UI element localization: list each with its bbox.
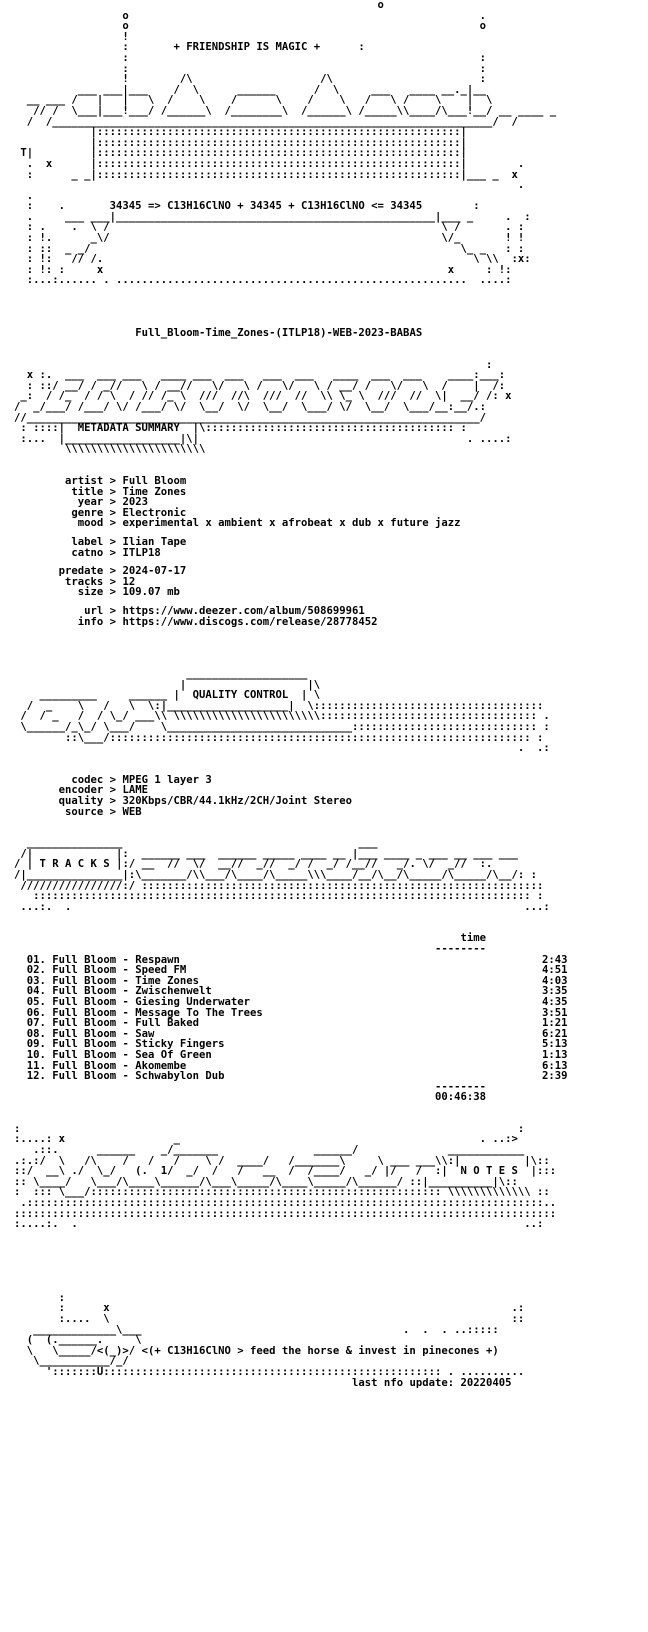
meta-label-value: Ilian Tape <box>122 535 187 548</box>
footer-tagline-line: \ \_____/<(_)>/ <(+ C13H16ClNO > feed the horse & invest in pinecones +) <box>14 1344 499 1357</box>
track-num: 04. <box>26 985 46 998</box>
meta-info-row: info > https://www.discogs.com/release/28778452 <box>14 615 378 628</box>
track-time: 6:21 <box>542 1027 568 1040</box>
track-num: 09. <box>26 1038 46 1051</box>
track-row: 04. Full Bloom - Zwischenwelt 3:35 <box>26 985 568 998</box>
meta-size-value: 109.07 mb <box>122 586 180 599</box>
track-row: 12. Full Bloom - Schwabylon Dub 2:39 <box>26 1070 568 1083</box>
track-time: 4:03 <box>542 974 568 987</box>
track-num: 06. <box>26 1006 46 1019</box>
track-row: 05. Full Bloom - Giesing Underwater 4:35 <box>26 995 568 1008</box>
quality-encoder-value: LAME <box>122 784 148 797</box>
tracks-section-art: _______________ ___ /| |: ______ ___ ______ _____ ____ __ |___ ____ _ ___ __ ___ ___ <box>20 837 518 860</box>
meta-catno-value: ITLP18 <box>122 546 161 559</box>
track-artist: Full Bloom <box>52 1027 117 1040</box>
meta-url-row: url > https://www.deezer.com/album/508699961 <box>14 604 365 617</box>
quality-title-line: _________ ______ | QUALITY CONTROL | \ <box>14 689 321 702</box>
track-row: 09. Full Bloom - Sticky Fingers 5:13 <box>26 1038 568 1051</box>
quality-source-row: source > WEB <box>14 805 142 818</box>
quality-source-value: WEB <box>122 805 142 818</box>
track-artist: Full Bloom <box>52 1048 117 1061</box>
quality-codec-row: codec > MPEG 1 layer 3 <box>14 773 212 786</box>
tracks-section-art-2: /|_______________|:\_______/\\___/\____/\_____\\\____/__/\__/\_____/\_____/\__/: : ////////////////:/ ::::::::::::::::::::::::::::::::::::::::::::::::::::::::::::::: :::::::::::::::::::::::::::::::::::::::::::::::::::::::::::::::::::::::::::::: : ...:. . ...: <box>14 869 550 913</box>
meta-tracks-row: tracks > 12 <box>14 575 136 588</box>
track-title: Time Zones <box>135 974 199 987</box>
meta-info-value: https://www.discogs.com/release/28778452 <box>122 615 378 628</box>
quality-section-art: ___________________ | |\ <box>179 668 321 691</box>
quality-codec-value: MPEG 1 layer 3 <box>122 773 212 786</box>
track-time: 6:13 <box>542 1059 568 1072</box>
track-row: 11. Full Bloom - Akomembe 6:13 <box>26 1059 568 1072</box>
track-time: 2:43 <box>542 953 568 966</box>
tracks-title-line: / | T R A C K S |:/ __ // \/ __// _// _/ / _/ /__// _/. \/ _// :. <box>14 858 493 871</box>
quality-quality-value: 320Kbps/CBR/44.1kHz/2CH/Joint Stereo <box>122 795 353 808</box>
track-row: 02. Full Bloom - Speed FM 4:51 <box>26 964 568 977</box>
meta-predate-value: 2024-07-17 <box>122 565 187 578</box>
meta-year-value: 2023 <box>122 496 148 509</box>
track-time: 3:51 <box>542 1006 568 1019</box>
release-name-line <box>14 328 634 339</box>
track-row: 03. Full Bloom - Time Zones 4:03 <box>26 974 568 987</box>
track-title: Full Baked <box>135 1017 199 1030</box>
track-row: 01. Full Bloom - Respawn 2:43 <box>26 953 568 966</box>
last-update-line <box>14 1378 634 1389</box>
track-time: 1:13 <box>542 1048 568 1061</box>
meta-url-value: https://www.deezer.com/album/508699961 <box>122 604 365 617</box>
track-artist: Full Bloom <box>52 1070 117 1083</box>
meta-artist-row: artist > Full Bloom <box>14 474 187 487</box>
footer-tagline: <(+ C13H16ClNO > feed the horse & invest in pinecones +) <box>141 1344 499 1357</box>
track-num: 01. <box>26 953 46 966</box>
track-time: 5:13 <box>542 1038 568 1051</box>
meta-mood-row: mood > experimental x ambient x afrobeat x dub x future jazz <box>14 517 461 530</box>
track-title: Giesing Underwater <box>135 995 251 1008</box>
meta-mood-value: experimental x ambient x afrobeat x dub x future jazz <box>122 517 461 530</box>
track-artist: Full Bloom <box>52 1059 117 1072</box>
track-row: 10. Full Bloom - Sea Of Green 1:13 <box>26 1048 568 1061</box>
time-separator: -------- <box>434 942 486 955</box>
meta-title-value: Time Zones <box>122 485 187 498</box>
tracks-section-title: T R A C K S <box>39 858 110 871</box>
track-title: Message To The Trees <box>135 1006 263 1019</box>
track-time: 4:51 <box>542 964 568 977</box>
meta-predate-row: predate > 2024-07-17 <box>14 565 187 578</box>
track-artist: Full Bloom <box>52 964 117 977</box>
track-row: 08. Full Bloom - Saw 6:21 <box>26 1027 568 1040</box>
track-title: Akomembe <box>135 1059 187 1072</box>
header-art: o o . o o ! <box>122 0 486 43</box>
track-artist: Full Bloom <box>52 1006 117 1019</box>
track-num: 07. <box>26 1017 46 1030</box>
track-row: 07. Full Bloom - Full Baked 1:21 <box>26 1017 568 1030</box>
track-title: Sea Of Green <box>135 1048 212 1061</box>
track-title: Saw <box>135 1027 155 1040</box>
track-time: 4:35 <box>542 995 568 1008</box>
footer-art-2: \___________/_/ ':::::::U::::::::::::::::::::::::::::::::::::::::::::::::::::: . .......... <box>33 1355 525 1378</box>
track-num: 02. <box>26 964 46 977</box>
metadata-section-art: : x :. ___ ___ ___ ____ ___ ___ ___ ___ ____ ___ ___ ____:___: : ::/ __/ / _// \ / __// \/ \ / \/ \ / __/ / \/ \ / | /: _: / /_ / / \ / // /_ \ /// //\ /// // \\ \_ \ /// // \| __/ /: x / _/___/ /___/ \/ /___/ \/ \__/ \/ \__/ \___/ \/ \__/ \___/__:__/.: //_______________________________________________________________________/ <box>14 358 512 424</box>
track-num: 03. <box>26 974 46 987</box>
time-header: time <box>460 932 486 945</box>
notes-title-line: ::/ __\ ./ \_/ (. 1/ _/ / / __ / /____/ _/ |/ / :| N O T E S |::: <box>14 1165 557 1178</box>
metadata-section-art-2: :... |__________________|\| . ....: \\\\\\\\\\\\\\\\\\\\\\ <box>20 432 512 456</box>
footer-art: : : x .: :.... \ :: _____________\___ . . . ..::::: ( (.______. \ <box>26 1291 525 1347</box>
track-num: 11. <box>26 1059 46 1072</box>
meta-artist-value: Full Bloom <box>122 474 187 487</box>
banner-text: + FRIENDSHIP IS MAGIC + <box>173 41 321 54</box>
header-art-3: . ___ ___|__________________________________________________|___ _ . : : . . \ / \ / . : : !. _\/ \/_ ! ! : :: _ _/ \_ _ : : : !: // /. \ \\ :x: : !: : x x : !: :...:...... . ....................................................... ....: <box>26 210 531 287</box>
metadata-title-line: : ::::| METADATA SUMMARY |\::::::::::::::::::::::::::::::::::::::: : <box>14 422 467 435</box>
meta-year-row: year > 2023 <box>14 496 148 509</box>
quality-quality-row: quality > 320Kbps/CBR/44.1kHz/2CH/Joint Stereo <box>14 795 353 808</box>
track-artist: Full Bloom <box>52 995 117 1008</box>
track-num: 10. <box>26 1048 46 1061</box>
meta-tracks-value: 12 <box>122 575 136 588</box>
track-num: 05. <box>26 995 46 1008</box>
meta-size-row: size > 109.07 mb <box>14 586 180 599</box>
track-title: Schwabylon Dub <box>135 1070 225 1083</box>
formula-line: : . 34345 => C13H16ClNO + 34345 + C13H16ClNO <= 34345 : <box>14 200 480 213</box>
track-num: 08. <box>26 1027 46 1040</box>
track-title: Zwischenwelt <box>135 985 212 998</box>
release-name: Full_Bloom-Time_Zones-(ITLP18)-WEB-2023-BABAS <box>135 327 423 340</box>
track-artist: Full Bloom <box>52 1038 117 1051</box>
track-title: Sticky Fingers <box>135 1038 225 1051</box>
track-num: 12. <box>26 1070 46 1083</box>
meta-title-row: title > Time Zones <box>14 485 187 498</box>
track-artist: Full Bloom <box>52 1017 117 1030</box>
quality-section-art-2: / _ \ / \ \:|___________________| \:::::::::::::::::::::::::::::::::::: / / _ / / \_/ ___\\ \\\\\\\\\\\\\\\\\\\\\\\:::::::::::::::::::::::::::::::::: . \______/_\_/ \___/ \_____________________________::::::::::::::::::::::::::::: : ::\___/:::::::::::::::::::::::::::::::::::::::::::::::::::::::::::::::::: : . .: <box>20 699 550 755</box>
banner-line: : + FRIENDSHIP IS MAGIC + : <box>14 41 365 54</box>
total-time: 00:46:38 <box>434 1091 486 1104</box>
track-time: 2:39 <box>542 1070 568 1083</box>
track-artist: Full Bloom <box>52 985 117 998</box>
total-separator: -------- <box>434 1080 486 1093</box>
nfo-document <box>14 0 634 1388</box>
notes-section-art: : : :....: x _ . ..:> .::. ______ _/_______ ______/ ____________ .:.:/ \ /\ / / / \ / ____/ /_______\ \ ___ ___\\:| |\:: <box>14 1122 550 1167</box>
metadata-section-title: METADATA SUMMARY <box>77 422 180 435</box>
track-time: 1:21 <box>542 1017 568 1030</box>
notes-section-title: N O T E S <box>460 1165 518 1178</box>
quality-encoder-row: encoder > LAME <box>14 784 148 797</box>
track-title: Respawn <box>135 953 180 966</box>
track-artist: Full Bloom <box>52 953 117 966</box>
track-row: 06. Full Bloom - Message To The Trees 3:51 <box>26 1006 568 1019</box>
meta-catno-row: catno > ITLP18 <box>14 546 161 559</box>
header-art-2: : : : : ! /\ /\ : ___ ___|___ / \ ______ / \ ___ ____ __._|__ __ ___ / | | \ / \ / \ / \ / \ / \ | \ // / \___|___!___/ /______\ /________\ /______\ /_____\\____/\___!__/ __ ____ _ / /_____________________________________________________________________/ / |:::::::::::::::::::::::::::::::::::::::::::::::::::::::::| |:::::::::::::::::::::::::::::::::::::::::::::::::::::::::| T| |:::::::::::::::::::::::::::::::::::::::::::::::::::::::::| . x |:::::::::::::::::::::::::::::::::::::::::::::::::::::::::| . : _ _|:::::::::::::::::::::::::::::::::::::::::::::::::::::::::|___ _ x . . <box>20 51 557 202</box>
meta-label-row: label > Ilian Tape <box>14 535 187 548</box>
notes-section-art-2: :: \____/ \___/\____\______/\___\_____/\____\_____/\______/ ::|__________|\:: : ::: \___/::::::::::::::::::::::::::::::::::::::::::::::::::::::: \\\\\\\\\\\\\ :: .:::::::::::::::::::::::::::::::::::::::::::::::::::::::::::::::::::::::::::::::::.. ::::::::::::::::::::::::::::::::::::::::::::::::::::::::::::::::::::::::::::::::::::: :....:. . ..: <box>14 1175 557 1231</box>
meta-genre-row: genre > Electronic <box>14 506 187 519</box>
track-time: 3:35 <box>542 985 568 998</box>
track-artist: Full Bloom <box>52 974 117 987</box>
total-time-line <box>14 1092 634 1103</box>
quality-section-title: QUALITY CONTROL <box>192 689 289 702</box>
track-title: Speed FM <box>135 964 187 977</box>
last-update: last nfo update: 20220405 <box>352 1376 512 1389</box>
formula-text: 34345 => C13H16ClNO + 34345 + C13H16ClNO <= 34345 <box>109 200 423 213</box>
meta-genre-value: Electronic <box>122 506 187 519</box>
